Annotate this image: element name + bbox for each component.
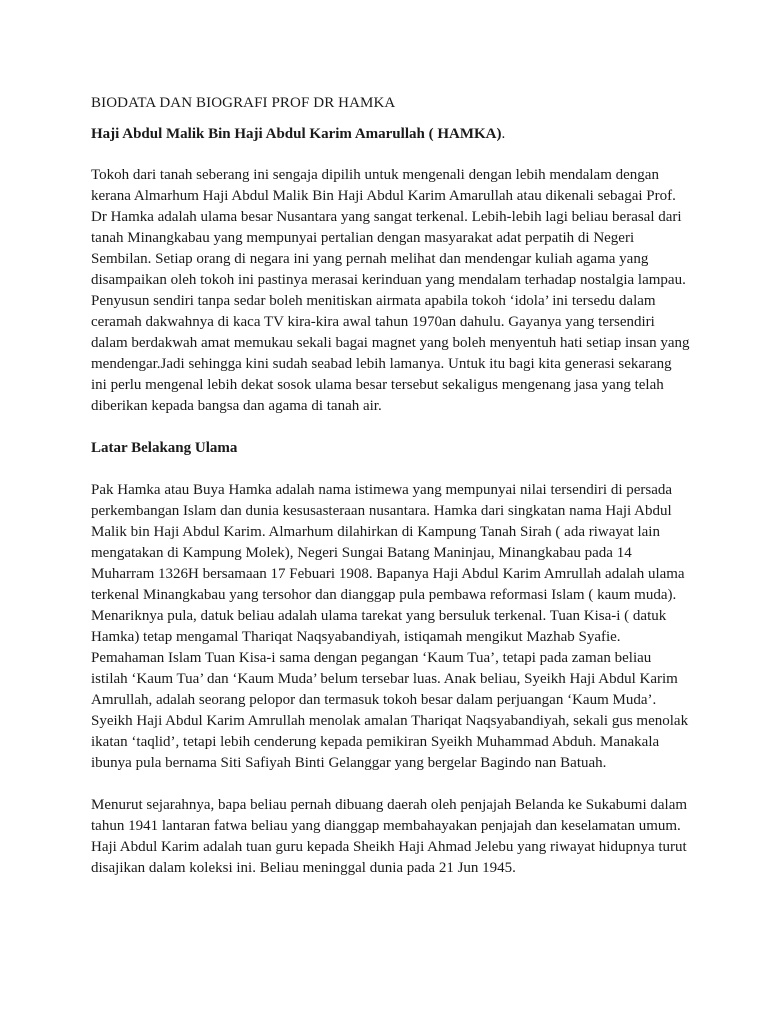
document-title: BIODATA DAN BIOGRAFI PROF DR HAMKA: [91, 95, 396, 111]
section-paragraph-2: Menurut sejarahnya, bapa beliau pernah dibuang daerah oleh penjajah Belanda ke Sukabumi dalam tahun 1941 lantaran fatwa beliau yang dianggap membahayakan penjajah dan keselamatan umum. Haji Abdul Karim adalah tuan guru kepada Sheikh Haji Ahmad Jelebu yang riwayat hidupnya turut disajikan dalam koleksi ini. Beliau meninggal dunia pada 21 Jun 1945.: [91, 797, 688, 876]
document-page: [91, 93, 691, 900]
section-paragraph-1: Pak Hamka atau Buya Hamka adalah nama istimewa yang mempunyai nilai tersendiri di persada perkembangan Islam dan dunia kesusasteraan nusantara. Hamka dari singkatan nama Haji Abdul Malik bin Haji Abdul Karim. Almarhum dilahirkan di Kampung Tanah Sirah ( ada riwayat lain mengatakan di Kampung Molek), Negeri Sungai Batang Maninjau, Minangkabau pada 14 Muharram 1326H bersamaan 17 Febuari 1908. Bapanya Haji Abdul Karim Amrullah adalah ulama terkenal Minangkabau yang tersohor dan dianggap pula pembawa reformasi Islam ( kaum muda). Menariknya pula, datuk beliau adalah ulama tarekat yang bersuluk terkenal. Tuan Kisa-i ( datuk Hamka) tetap mengamal Thariqat Naqsyabandiyah, istiqamah mengikut Mazhab Syafie. Pemahaman Islam Tuan Kisa-i sama dengan pegangan ‘Kaum Tua’, tetapi pada zaman beliau istilah ‘Kaum Tua’ dan ‘Kaum Muda’ belum tersebar luas. Anak beliau, Syeikh Haji Abdul Karim Amrullah, adalah seorang pelopor dan termasuk tokoh besar dalam perjuangan ‘Kaum Muda’. Syeikh Haji Abdul Karim Amrullah menolak amalan Thariqat Naqsyabandiyah, sekali gus menolak ikatan ‘taqlid’, tetapi lebih cenderung kepada pemikiran Syeikh Muhammad Abduh. Manakala ibunya pula bernama Siti Safiyah Binti Gelanggar yang bergelar Bagindo nan Batuah.: [91, 482, 689, 771]
intro-paragraph: Tokoh dari tanah seberang ini sengaja dipilih untuk mengenali dengan lebih mendalam dengan kerana Almarhum Haji Abdul Malik Bin Haji Abdul Karim Amarullah atau dikenali sebagai Prof. Dr Hamka adalah ulama besar Nusantara yang sangat terkenal. Lebih-lebih lagi beliau berasal dari tanah Minangkabau yang mempunyai pertalian dengan masyarakat adat perpatih di Negeri Sembilan. Setiap orang di negara ini yang pernah melihat dan mendengar kuliah agama yang disampaikan oleh tokoh ini pastinya merasai kerinduan yang mendalam terhadap nostalgia lampau. Penyusun sendiri tanpa sedar boleh menitiskan airmata apabila tokoh ‘idola’ ini tersedu dalam ceramah dakwahnya di kaca TV kira-kira awal tahun 1970an dahulu. Gayanya yang tersendiri dalam berdakwah amat memukau sekali bagai magnet yang boleh menyentuh hati setiap insan yang mendengar.Jadi sehingga kini sudah seabad lebih lamanya. Untuk itu bagi kita generasi sekarang ini perlu mengenal lebih dekat sosok ulama besar tersebut sekaligus mengenang jasa yang telah diberikan kepada bangsa dan agama di tanah air.: [91, 167, 690, 414]
document-subtitle: [91, 124, 691, 145]
subtitle-period: .: [501, 126, 506, 142]
subtitle-text: Haji Abdul Malik Bin Haji Abdul Karim Amarullah ( HAMKA): [91, 126, 502, 142]
section-heading: Latar Belakang Ulama: [91, 440, 238, 456]
